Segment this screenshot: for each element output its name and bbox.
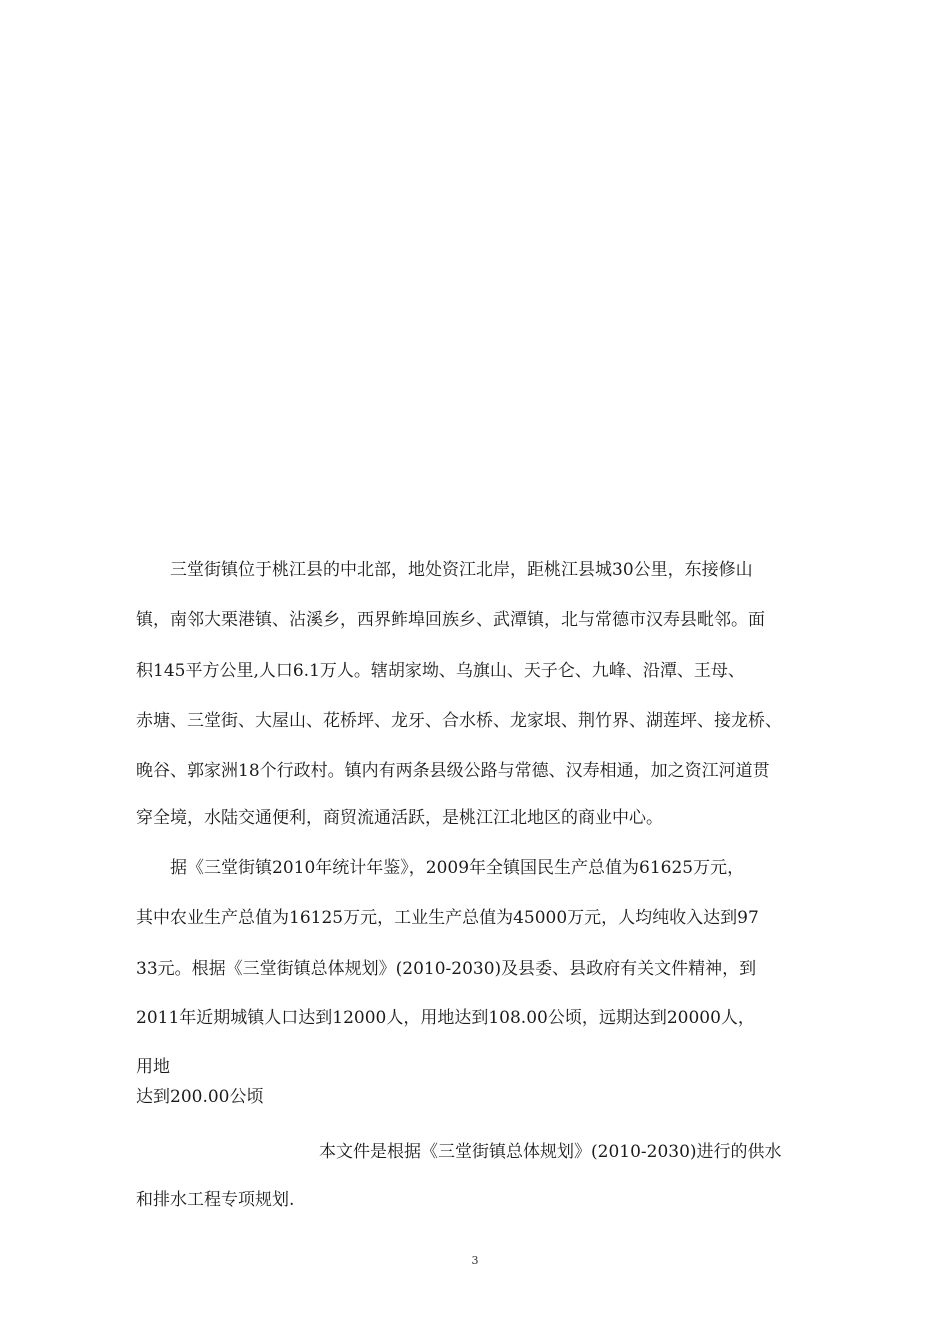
- intro-line-5: 晚谷、郭家洲18个行政村。镇内有两条县级公路与常德、汉寿相通，加之资江河道贯: [136, 761, 770, 781]
- stats-line-6: 达到200.00公顷: [136, 1087, 264, 1107]
- intro-line-1: 三堂街镇位于桃江县的中北部，地处资江北岸，距桃江县城30公里，东接修山: [136, 560, 753, 580]
- scope-line-1: 本文件是根据《三堂街镇总体规划》(2010-2030)进行的供水: [319, 1142, 782, 1162]
- scope-line-2: 和排水工程专项规划.: [136, 1190, 295, 1210]
- intro-line-4: 赤塘、三堂街、大屋山、花桥坪、龙牙、合水桥、龙家垠、荆竹界、湖莲坪、接龙桥、: [136, 711, 782, 731]
- intro-line-6: 穿全境，水陆交通便利，商贸流通活跃，是桃江江北地区的商业中心。: [136, 808, 663, 828]
- stats-line-1: 据《三堂街镇2010年统计年鉴》，2009年全镇国民生产总值为61625万元，: [136, 858, 745, 878]
- intro-line-3: 积145平方公里,人口6.1万人。辖胡家坳、乌旗山、天子仑、九峰、沿潭、王母、: [136, 661, 745, 681]
- stats-line-3: 33元。根据《三堂街镇总体规划》(2010-2030)及县委、县政府有关文件精神，到: [136, 959, 757, 979]
- intro-line-2: 镇，南邻大栗港镇、沾溪乡，西界鲊埠回族乡、武潭镇，北与常德市汉寿县毗邻。面: [136, 610, 765, 630]
- stats-line-4: 2011年近期城镇人口达到12000人，用地达到108.00公顷，远期达到20000人，: [136, 1008, 755, 1028]
- stats-line-5: 用地: [136, 1057, 170, 1077]
- page-number: 3: [471, 1254, 479, 1267]
- stats-line-2: 其中农业生产总值为16125万元，工业生产总值为45000万元，人均纯收入达到97: [136, 908, 759, 928]
